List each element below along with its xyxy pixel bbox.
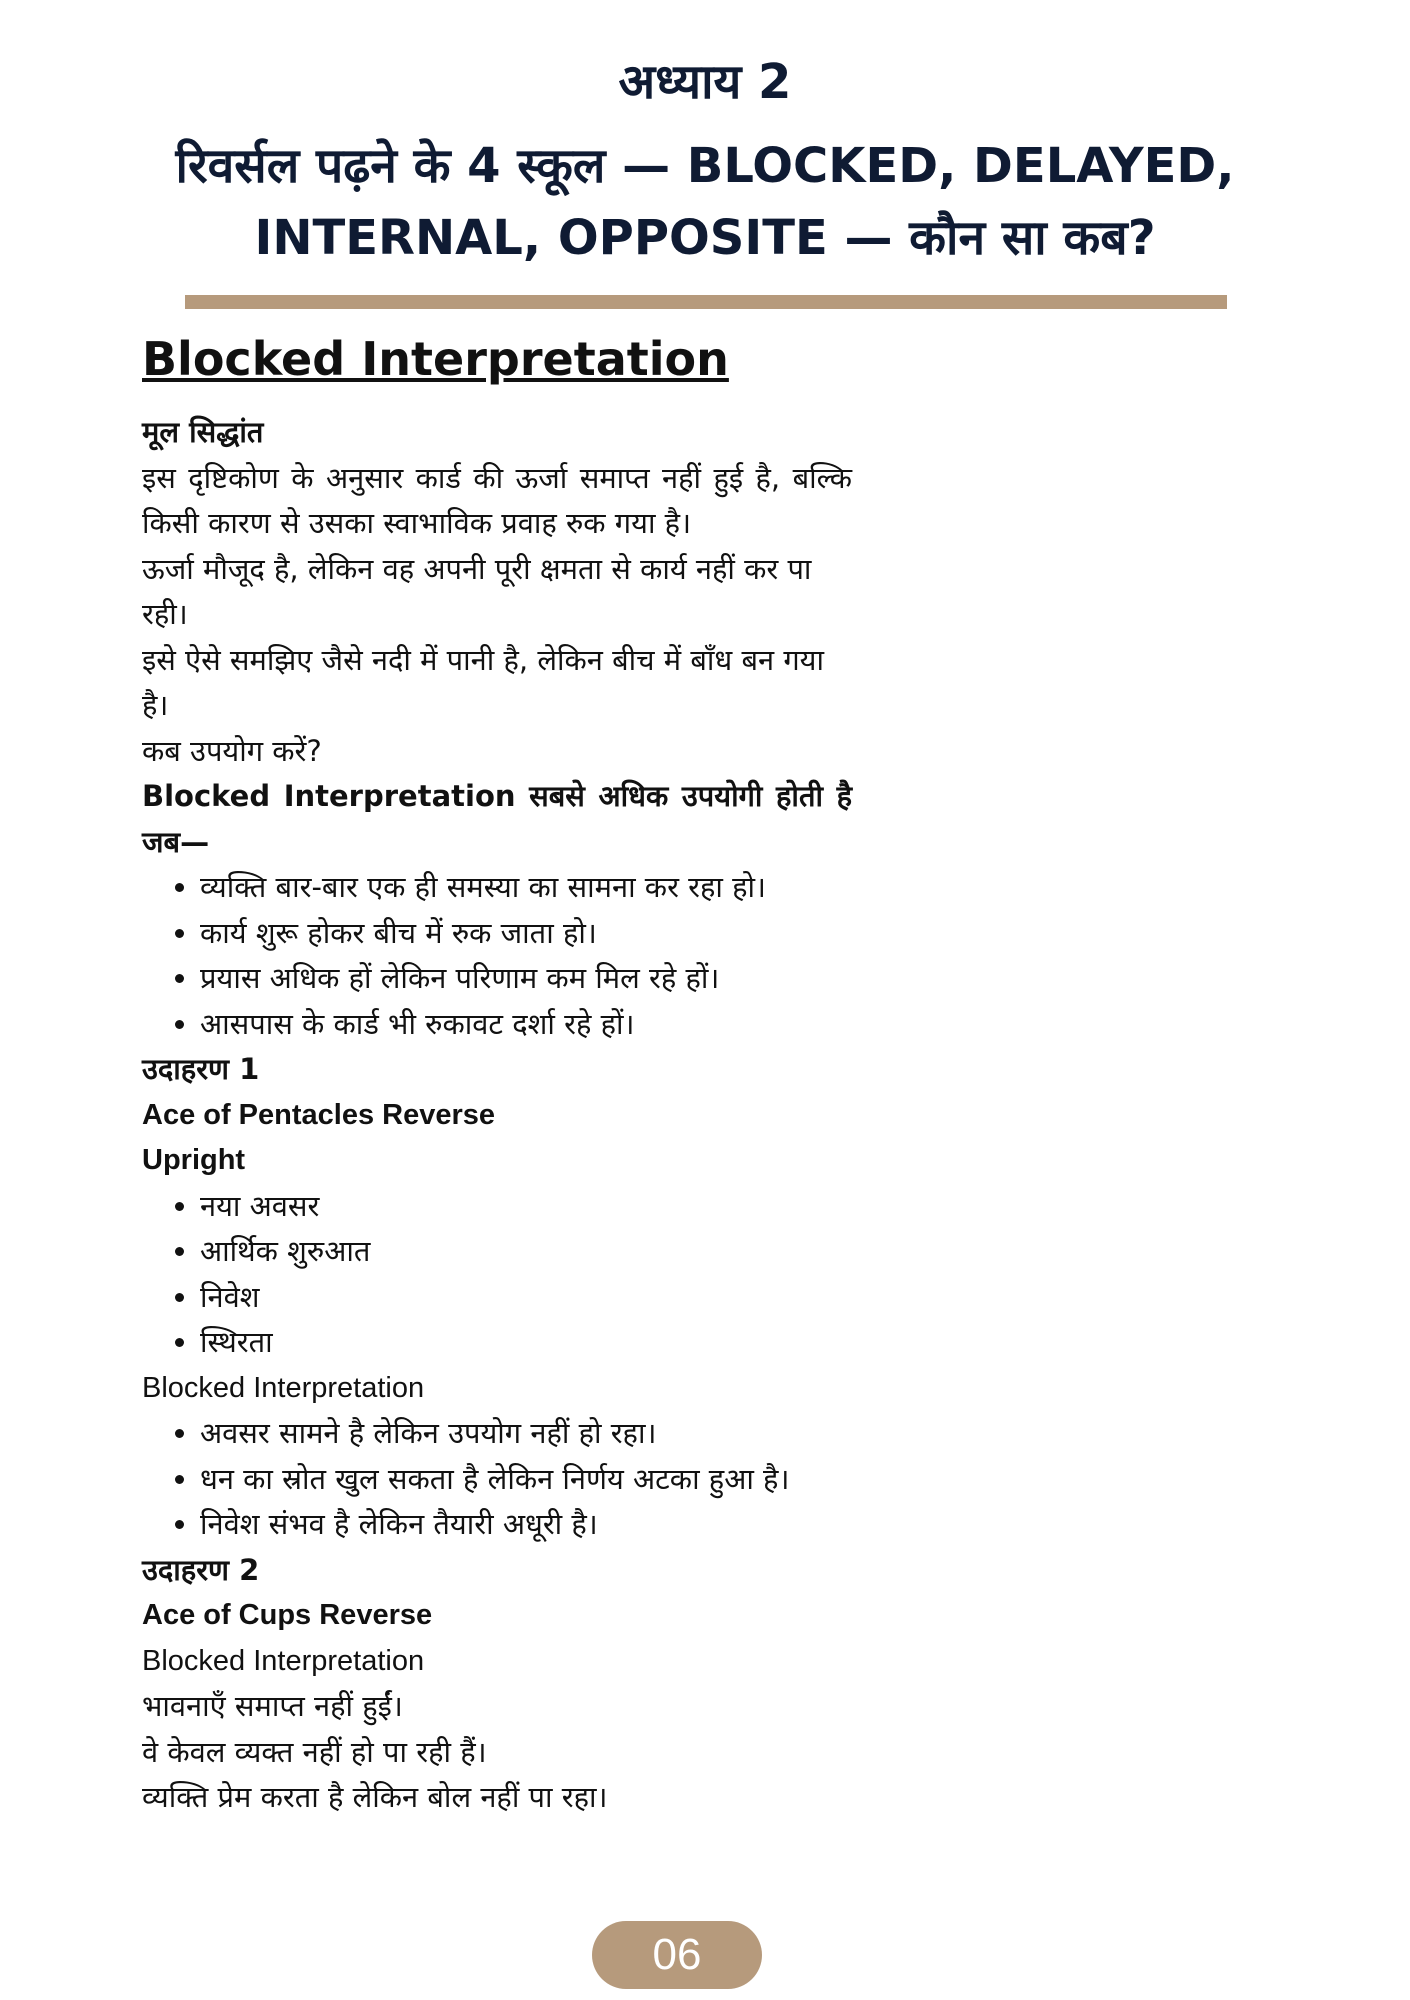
example-2-card: Ace of Cups Reverse <box>142 1599 433 1631</box>
when-to-use-question: कब उपयोग करें? <box>142 733 322 768</box>
example-1-label: उदाहरण 1 <box>142 1052 260 1086</box>
list-item: • कार्य शुरू होकर बीच में रुक जाता हो। <box>200 911 852 957</box>
example-2-line-2: वे केवल व्यक्त नहीं हो पा रही हैं। <box>142 1734 487 1769</box>
example-2-blocked-label: Blocked Interpretation <box>142 1644 425 1677</box>
list-item: • नया अवसर <box>200 1184 852 1230</box>
list-item: • आसपास के कार्ड भी रुकावट दर्शा रहे हों। <box>200 1002 852 1048</box>
chapter-title-line-2: INTERNAL, OPPOSITE — कौन सा कब? <box>254 210 1156 266</box>
principle-paragraph-1: इस दृष्टिकोण के अनुसार कार्ड की ऊर्जा समाप्त नहीं हुई है, बल्कि किसी कारण से उसका स्वाभाविक प्रवाह रुक गया है। <box>142 460 852 540</box>
principle-paragraph-3: इसे ऐसे समझिए जैसे नदी में पानी है, लेकिन बीच में बाँध बन गया है। <box>142 642 824 722</box>
principle-paragraph-2: ऊर्जा मौजूद है, लेकिन वह अपनी पूरी क्षमता से कार्य नहीं कर पा रही। <box>142 551 812 631</box>
chapter-label: अध्याय 2 <box>618 54 792 110</box>
list-item: • स्थिरता <box>200 1320 852 1366</box>
example-2-line-1: भावनाएँ समाप्त नहीं हुईं। <box>142 1689 403 1723</box>
example-2-label: उदाहरण 2 <box>142 1552 260 1587</box>
list-item: • आर्थिक शुरुआत <box>200 1229 852 1275</box>
header-divider <box>185 295 1227 309</box>
page-number-badge: 06 <box>592 1921 762 1989</box>
chapter-title <box>100 130 1310 274</box>
when-to-use-intro: Blocked Interpretation सबसे अधिक उपयोगी होती है जब— <box>142 779 852 859</box>
list-item: • निवेश <box>200 1275 852 1321</box>
list-item: • व्यक्ति बार-बार एक ही समस्या का सामना कर रहा हो। <box>200 865 852 911</box>
example-1-upright-list <box>142 1184 852 1366</box>
example-1-card: Ace of Pentacles Reverse <box>142 1098 496 1131</box>
example-1-upright-label: Upright <box>142 1144 246 1176</box>
example-1-blocked-list <box>142 1411 852 1548</box>
principle-heading: मूल सिद्धांत <box>142 415 264 449</box>
example-1-blocked-label: Blocked Interpretation <box>142 1371 425 1404</box>
example-2-line-3: व्यक्ति प्रेम करता है लेकिन बोल नहीं पा रहा। <box>142 1780 608 1814</box>
main-content <box>142 410 852 1821</box>
list-item: • अवसर सामने है लेकिन उपयोग नहीं हो रहा। <box>200 1411 852 1457</box>
chapter-title-line-1: रिवर्सल पढ़ने के 4 स्कूल — BLOCKED, DELAYED, <box>175 138 1235 194</box>
list-item: • प्रयास अधिक हों लेकिन परिणाम कम मिल रहे हों। <box>200 956 852 1002</box>
list-item: • धन का स्रोत खुल सकता है लेकिन निर्णय अटका हुआ है। <box>200 1457 852 1503</box>
section-heading: Blocked Interpretation <box>142 332 729 386</box>
when-to-use-list <box>142 865 852 1047</box>
list-item: • निवेश संभव है लेकिन तैयारी अधूरी है। <box>200 1502 852 1548</box>
